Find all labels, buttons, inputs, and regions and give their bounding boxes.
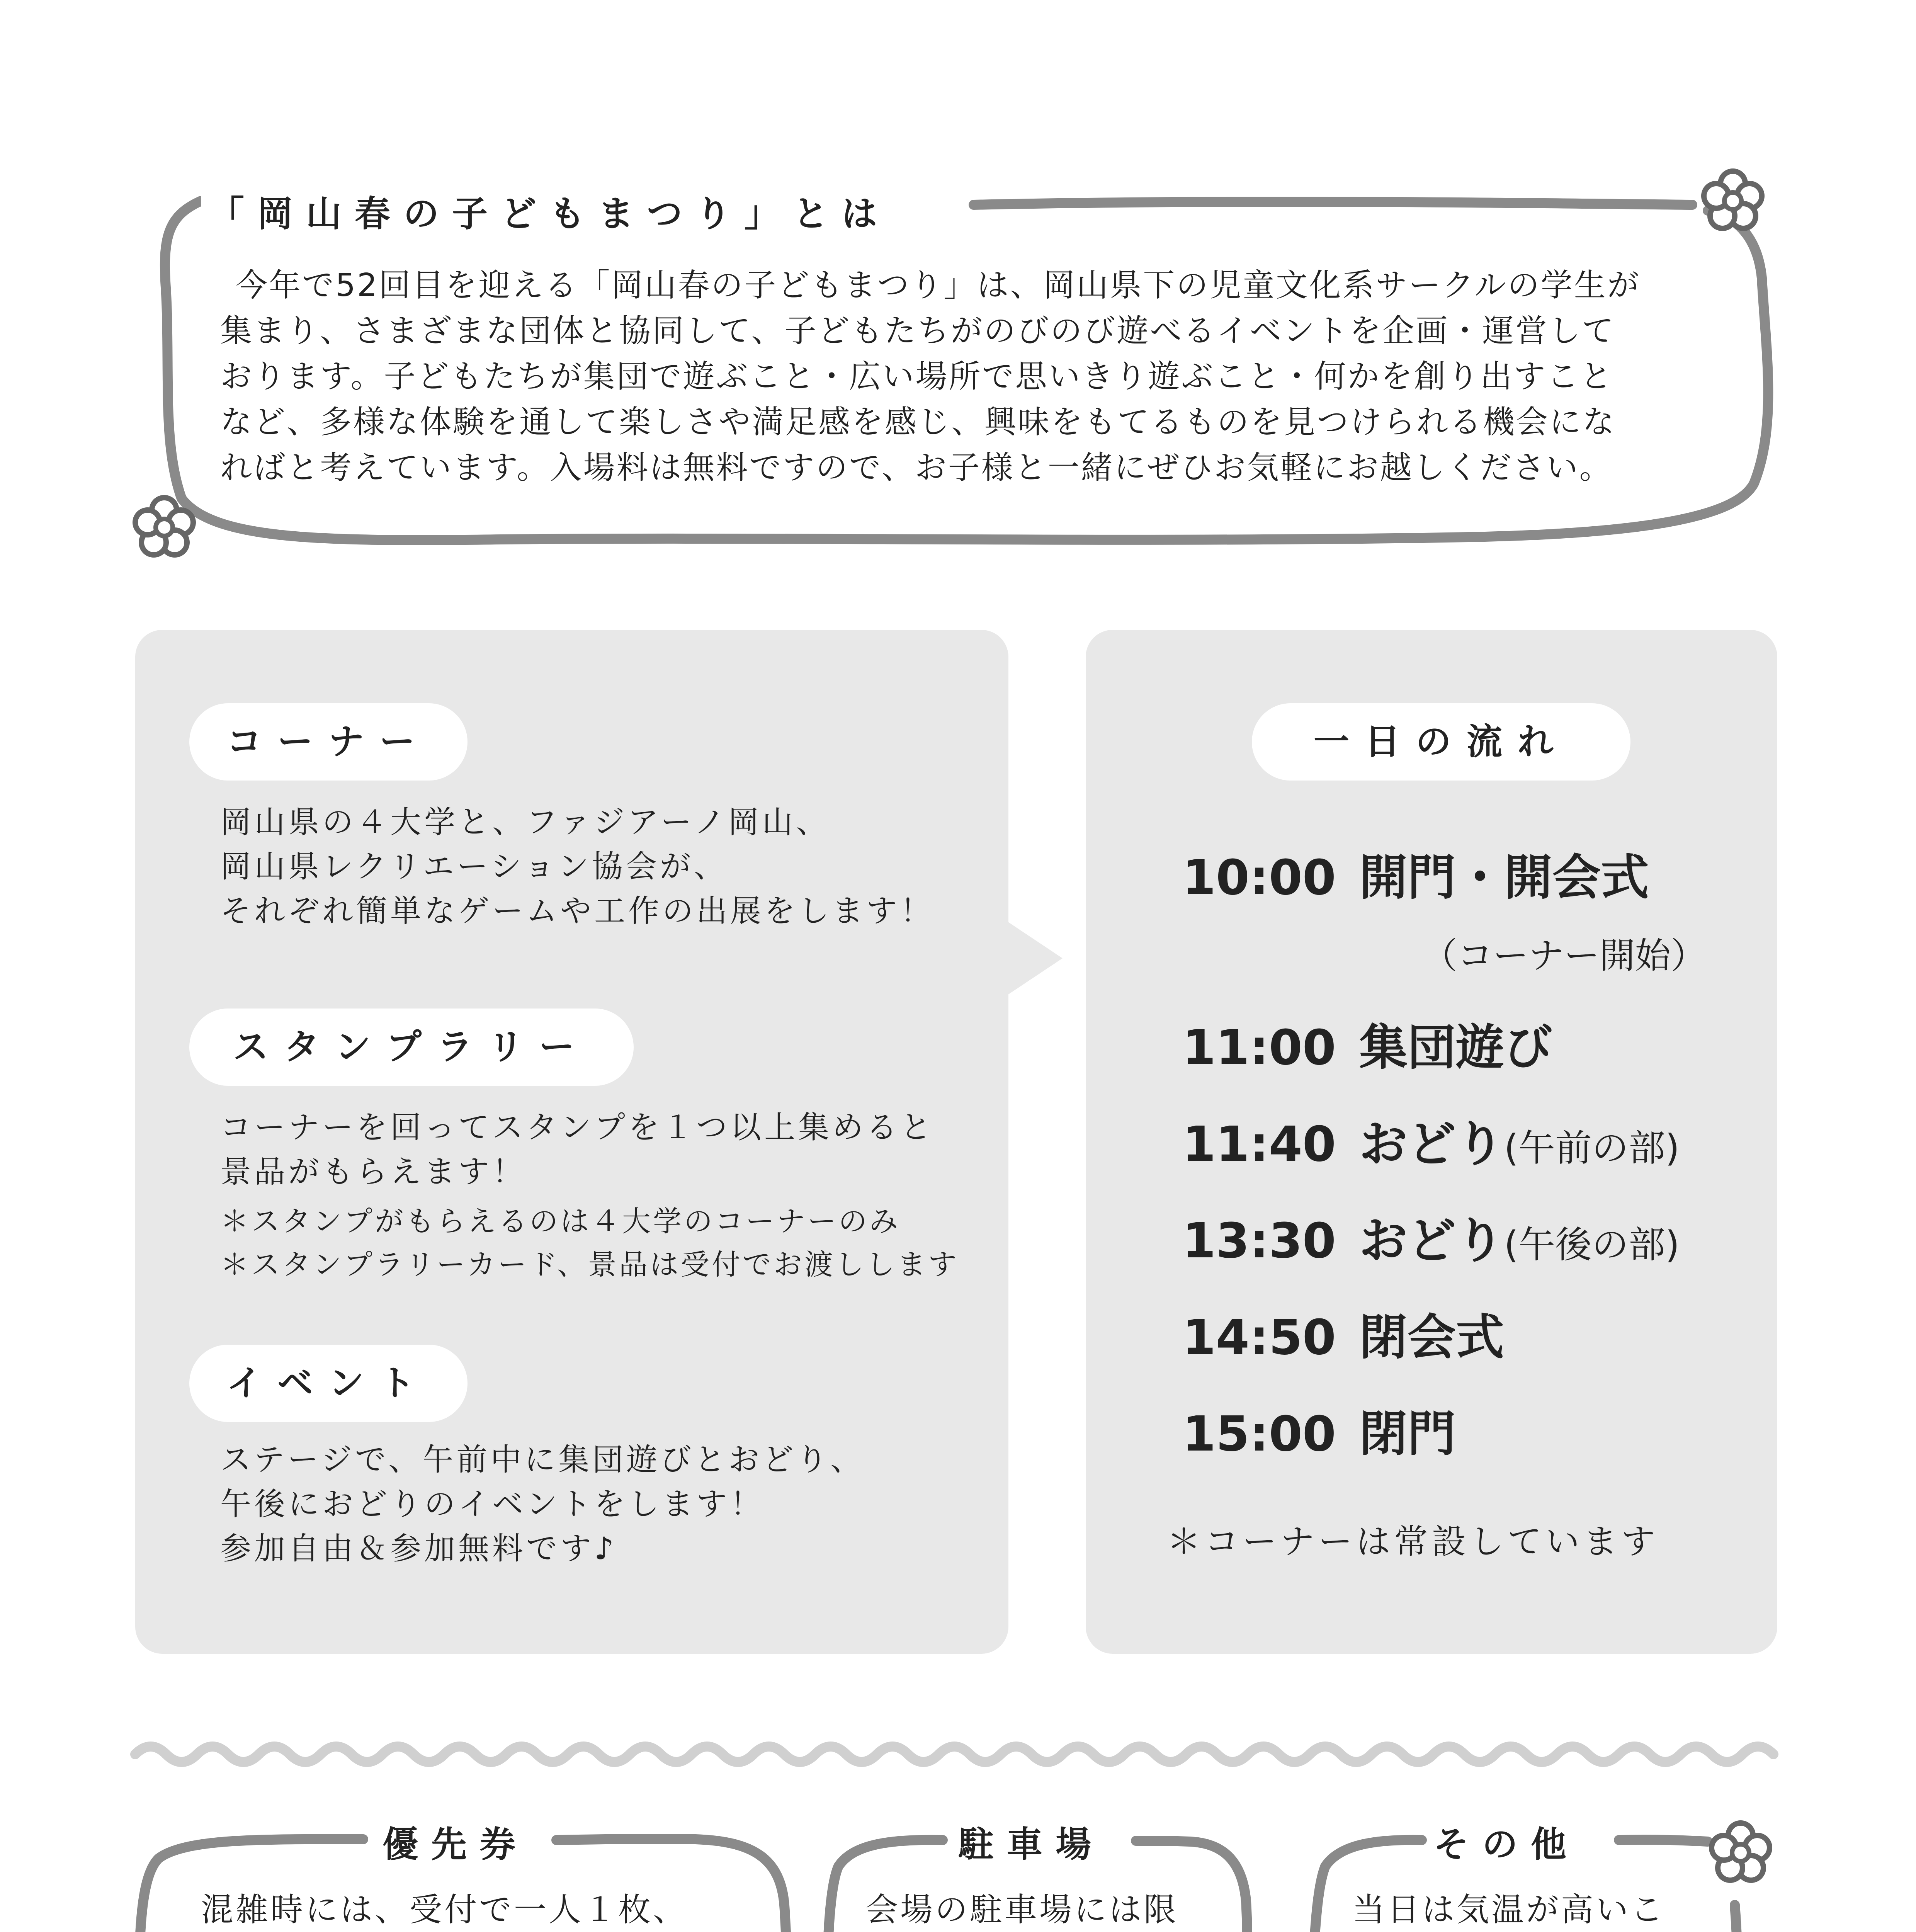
event-heading: イベント xyxy=(189,1345,468,1422)
schedule-time: 11:40 xyxy=(1182,1116,1336,1172)
schedule-item-1330 xyxy=(1182,1202,1680,1271)
schedule-item-1000 xyxy=(1182,838,1649,908)
schedule-time: 10:00 xyxy=(1182,850,1336,906)
schedule-note: （コーナー開始） xyxy=(1422,935,1707,976)
schedule-item-1450 xyxy=(1182,1298,1504,1368)
corner-body: 岡山県の４大学と、ファジアーノ岡山、 岡山県レクリエーション協会が、 それぞれ簡単なゲームや工作の出展をします！ xyxy=(220,804,934,929)
schedule-item-1100 xyxy=(1182,1009,1552,1078)
event-body: ステージで、午前中に集団遊びとおどり、 午後におどりのイベントをします！ 参加自由＆参加無料です♪ xyxy=(220,1442,865,1566)
schedule-time: 13:30 xyxy=(1182,1213,1336,1269)
schedule-note: (午後の部) xyxy=(1504,1224,1680,1266)
schedule-item-1500 xyxy=(1182,1395,1456,1464)
schedule-time: 15:00 xyxy=(1182,1406,1336,1462)
about-title: 「岡山春の子どもまつり」とは xyxy=(201,185,898,236)
schedule-label: 集団遊び xyxy=(1359,1020,1552,1076)
schedule-item-1140 xyxy=(1182,1105,1680,1175)
stamp-rally-notes: ＊スタンプがもらえるのは４大学のコーナーのみ ＊スタンプラリーカード、景品は受付でお渡しします xyxy=(220,1205,959,1281)
schedule-time: 11:00 xyxy=(1182,1020,1336,1076)
schedule-label: 開門・開会式 xyxy=(1359,850,1649,906)
other-title: その他 xyxy=(1430,1816,1583,1867)
schedule-footnote: ＊コーナーは常設しています xyxy=(1167,1522,1659,1561)
schedule-label: おどり xyxy=(1359,1213,1504,1269)
parking-title: 駐車場 xyxy=(954,1816,1108,1867)
speech-pointer xyxy=(1005,920,1066,997)
schedule-heading: 一日の流れ xyxy=(1252,703,1630,781)
priority-title: 優先券 xyxy=(379,1816,532,1867)
stamp-rally-heading: スタンプラリー xyxy=(189,1009,634,1086)
about-body: 今年で52回目を迎える「岡山春の子どもまつり」は、岡山県下の児童文化系サークルの学生が 集まり、さまざまな団体と協同して、子どもたちがのびのび遊べるイベントを企画・運営して おります。子どもたちが集団で遊ぶこと・広い場所で思いきり遊ぶこと・何かを創り出すこと など、多様な体験を通して楽しさや満足感を感じ、興味をもてるものを見つけられる機会にな ればと考えています。入場料は無料ですので、お子様と一緒にぜひお気軽にお越しください。 xyxy=(220,267,1641,486)
priority-body: 混雑時には、受付で一人１枚、 xyxy=(201,1891,688,1929)
other-body-heat: 当日は気温が高いこ xyxy=(1352,1891,1666,1929)
schedule-label: 閉門 xyxy=(1359,1406,1456,1462)
flower-icon xyxy=(131,495,197,560)
schedule-note-corner-start xyxy=(1422,927,1706,978)
parking-body: 会場の駐車場には限 xyxy=(865,1891,1179,1929)
flower-icon xyxy=(1708,1820,1773,1886)
corner-heading: コーナー xyxy=(189,703,468,781)
schedule-time: 14:50 xyxy=(1182,1310,1336,1366)
wavy-divider xyxy=(0,1716,1916,1793)
flower-icon xyxy=(1700,168,1766,234)
schedule-label: おどり xyxy=(1359,1116,1504,1172)
schedule-label: 閉会式 xyxy=(1359,1310,1504,1366)
schedule-note: (午前の部) xyxy=(1504,1127,1680,1170)
stamp-rally-body: コーナーを回ってスタンプを１つ以上集めると 景品がもらえます！ xyxy=(220,1109,934,1190)
